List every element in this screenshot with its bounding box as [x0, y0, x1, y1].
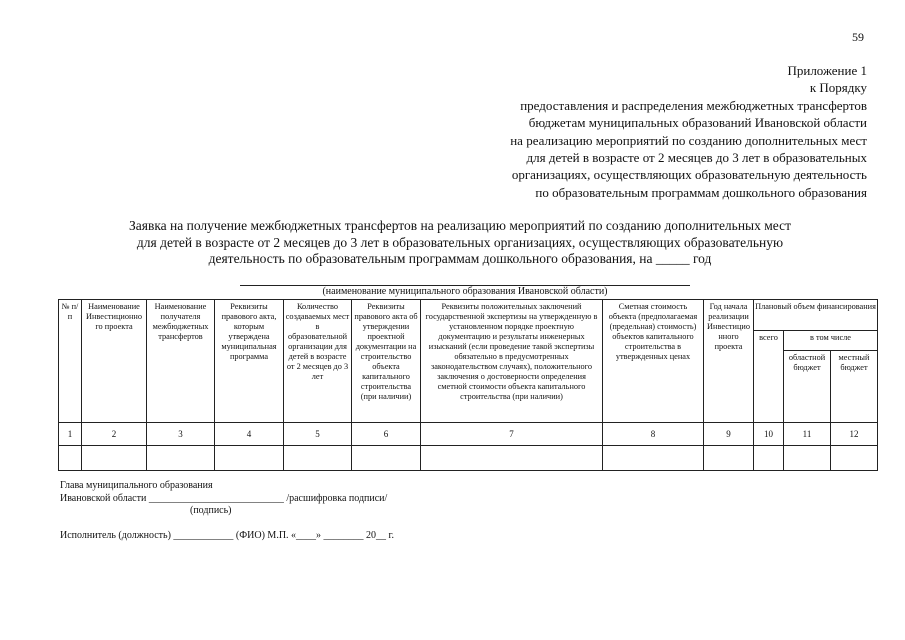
signature-caption: (подпись)	[190, 505, 232, 516]
column-number: 12	[831, 423, 878, 446]
empty-cell	[284, 446, 352, 471]
column-number: 10	[754, 423, 784, 446]
annex-line: к Порядку	[809, 80, 867, 96]
empty-cell	[421, 446, 603, 471]
header-cell: Год начала реализации Инвестицио нного проекта	[704, 300, 754, 423]
header-cell: Реквизиты правового акта, которым утверждена муниципальная программа	[215, 300, 284, 423]
empty-cell	[59, 446, 82, 471]
heading-line: деятельность по образовательным программам дошкольного образования, на _____ год	[208, 251, 712, 267]
column-number: 9	[704, 423, 754, 446]
header-cell-plan: Плановый объем финансирования	[754, 300, 878, 331]
empty-cell	[603, 446, 704, 471]
header-cell: Наименование Инвестиционно го проекта	[82, 300, 147, 423]
page-number: 59	[852, 30, 864, 44]
heading-line: для детей в возрасте от 2 месяцев до 3 лет в образовательных организациях, осуществляющих образовательную	[136, 234, 784, 250]
header-cell: Количество создаваемых мест в образовательной организации для детей в возрасте от 2 месяцев до 3 лет	[284, 300, 352, 423]
municipality-caption: (наименование муниципального образования Ивановской области)	[322, 286, 608, 297]
document-heading	[60, 218, 860, 268]
header-cell-local: местный бюджет	[831, 351, 878, 423]
column-number: 4	[215, 423, 284, 446]
header-cell: Сметная стоимость объекта (предполагаемая (предельная) стоимость) объектов капитального строительства в утвержденных ценах	[603, 300, 704, 423]
header-cell-regional: областной бюджет	[784, 351, 831, 423]
signature-block	[60, 480, 387, 518]
column-number-row	[59, 423, 878, 446]
column-number: 3	[147, 423, 215, 446]
heading-line: Заявка на получение межбюджетных трансфертов на реализацию мероприятий по созданию дополнительных мест	[128, 218, 792, 233]
signature-title: Глава муниципального образования	[60, 480, 213, 491]
empty-cell	[704, 446, 754, 471]
column-number: 5	[284, 423, 352, 446]
executor-line: Исполнитель (должность) ____________ (ФИО) М.П. «____» ________ 20__ г.	[60, 530, 395, 541]
header-cell-total: всего	[754, 331, 784, 423]
empty-cell	[784, 446, 831, 471]
annex-line: на реализацию мероприятий по созданию дополнительных мест	[510, 132, 867, 148]
header-cell-including: в том числе	[784, 331, 878, 351]
header-cell: Реквизиты правового акта об утверждении проектной документации на строительство объекта капитального строительства (при наличии)	[352, 300, 421, 423]
annex-block	[407, 62, 867, 201]
empty-cell	[352, 446, 421, 471]
annex-line: бюджетам муниципальных образований Ивановской области	[528, 115, 867, 131]
annex-line: предоставления и распределения межбюджетных трансфертов	[520, 97, 867, 113]
column-number: 7	[421, 423, 603, 446]
application-table	[58, 299, 878, 471]
annex-line: Приложение 1	[787, 63, 867, 78]
annex-line: по образовательным программам дошкольного образования	[535, 184, 867, 200]
annex-line: для детей в возрасте от 2 месяцев до 3 лет в образовательных	[526, 150, 867, 166]
header-cell: Реквизиты положительных заключений государственной экспертизы на утвержденную в установленном порядке проектную документацию и результаты инженерных изысканий (если проведение такой экспертизы обязательно в предусмотренных законодательством случаях), положительного заключения о достоверности определения сметной стоимости объекта капитального строительства (при наличии)	[421, 300, 603, 423]
empty-cell	[82, 446, 147, 471]
column-number: 11	[784, 423, 831, 446]
annex-line: организациях, осуществляющих образовательную деятельность	[511, 167, 867, 183]
header-cell: № п/п	[59, 300, 82, 423]
column-number: 2	[82, 423, 147, 446]
empty-cell	[754, 446, 784, 471]
signature-line: Ивановской области ___________________________ /расшифровка подписи/	[60, 492, 388, 504]
empty-cell	[147, 446, 215, 471]
empty-cell	[215, 446, 284, 471]
column-number: 1	[59, 423, 82, 446]
header-cell: Наименование получателя межбюджетных трансфертов	[147, 300, 215, 423]
table-row	[59, 446, 878, 471]
empty-cell	[831, 446, 878, 471]
column-number: 8	[603, 423, 704, 446]
column-number: 6	[352, 423, 421, 446]
